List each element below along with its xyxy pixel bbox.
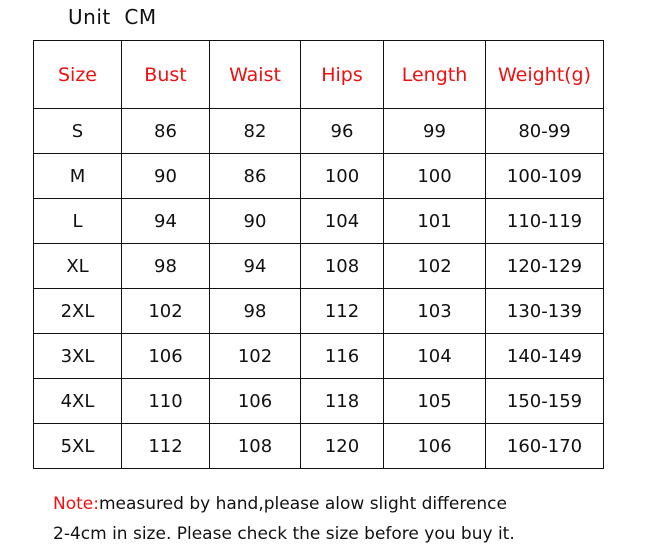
size-note [53,489,515,549]
table-row [34,424,604,469]
cell-length: 106 [384,424,486,469]
note-line-1 [53,489,515,519]
cell-length: 99 [384,109,486,154]
cell-bust: 90 [122,154,210,199]
header-length: Length [384,41,486,109]
cell-length: 100 [384,154,486,199]
cell-size: 2XL [34,289,122,334]
cell-bust: 106 [122,334,210,379]
header-weight: Weight(g) [486,41,604,109]
cell-waist: 108 [210,424,301,469]
cell-bust: 102 [122,289,210,334]
table-row [34,154,604,199]
cell-hips: 120 [301,424,384,469]
header-waist: Waist [210,41,301,109]
cell-length: 105 [384,379,486,424]
cell-waist: 102 [210,334,301,379]
cell-waist: 90 [210,199,301,244]
cell-weight: 160-170 [486,424,604,469]
cell-size: 4XL [34,379,122,424]
header-hips: Hips [301,41,384,109]
cell-size: L [34,199,122,244]
cell-size: 5XL [34,424,122,469]
table-row [34,289,604,334]
cell-hips: 118 [301,379,384,424]
cell-hips: 116 [301,334,384,379]
cell-bust: 94 [122,199,210,244]
cell-length: 102 [384,244,486,289]
cell-hips: 108 [301,244,384,289]
note-label: Note: [53,494,99,514]
cell-weight: 150-159 [486,379,604,424]
cell-waist: 82 [210,109,301,154]
note-text-line-1: measured by hand,please alow slight difference [98,494,507,514]
cell-weight: 110-119 [486,199,604,244]
table-row [34,379,604,424]
cell-waist: 94 [210,244,301,289]
cell-waist: 106 [210,379,301,424]
table-row [34,109,604,154]
cell-size: S [34,109,122,154]
table-row [34,199,604,244]
unit-label: Unit CM [68,5,157,29]
cell-weight: 120-129 [486,244,604,289]
cell-weight: 130-139 [486,289,604,334]
cell-size: XL [34,244,122,289]
cell-hips: 104 [301,199,384,244]
cell-length: 103 [384,289,486,334]
cell-length: 101 [384,199,486,244]
size-chart-table [33,40,604,469]
cell-bust: 86 [122,109,210,154]
cell-bust: 110 [122,379,210,424]
cell-size: 3XL [34,334,122,379]
cell-waist: 86 [210,154,301,199]
header-size: Size [34,41,122,109]
cell-hips: 112 [301,289,384,334]
cell-weight: 100-109 [486,154,604,199]
cell-size: M [34,154,122,199]
cell-weight: 80-99 [486,109,604,154]
table-header-row [34,41,604,109]
table-row [34,334,604,379]
cell-bust: 98 [122,244,210,289]
table-row [34,244,604,289]
cell-hips: 96 [301,109,384,154]
cell-weight: 140-149 [486,334,604,379]
cell-waist: 98 [210,289,301,334]
cell-hips: 100 [301,154,384,199]
cell-length: 104 [384,334,486,379]
note-text-line-2: 2-4cm in size. Please check the size before you buy it. [53,524,515,544]
cell-bust: 112 [122,424,210,469]
header-bust: Bust [122,41,210,109]
